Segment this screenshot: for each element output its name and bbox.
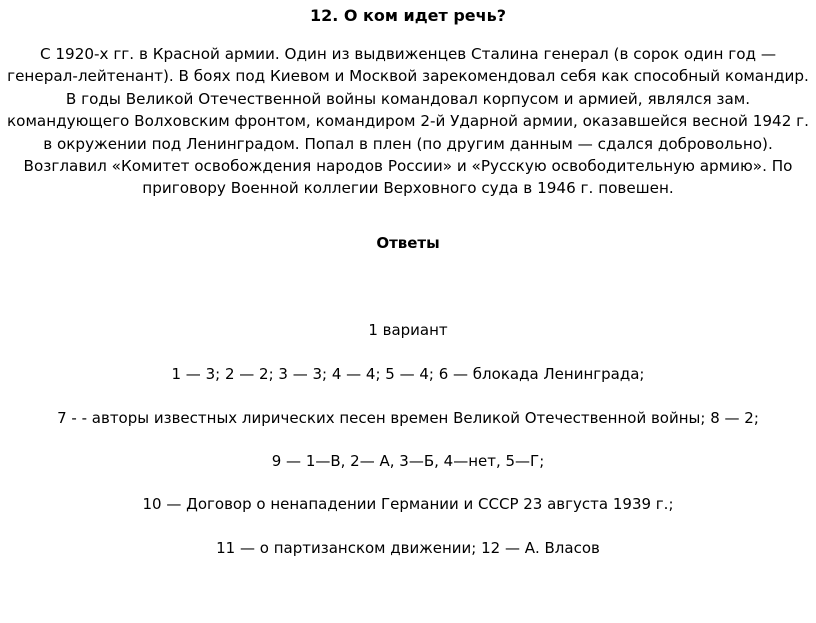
answer-line: 1 — 3; 2 — 2; 3 — 3; 4 — 4; 5 — 4; 6 — блокада Ленинграда; <box>171 365 645 383</box>
question-text: С 1920-х гг. в Красной армии. Один из выдвиженцев Сталина генерал (в сорок один год — генерал-лейтенант). В боях под Киевом и Москвой зарекомендовал себя как способный командир. В годы Великой Отечественной войны командовал корпусом и армией, являлся зам. командующего Волховским фронтом, командиром 2-й Ударной армии, оказавшейся весной 1942 г. в окружении под Ленинградом. Попал в плен (по другим данным — сдался добровольно). Возглавил «Комитет освобождения народов России» и «Русскую освободительную армию». По приговору Военной коллегии Верховного суда в 1946 г. повешен. <box>6 45 809 198</box>
answers-heading: Ответы <box>376 234 440 252</box>
answer-line: 11 — о партизанском движении; 12 — А. Власов <box>216 539 600 557</box>
answer-line: 7 - - авторы известных лирических песен времен Великой Отечественной войны; 8 — 2; <box>57 409 759 427</box>
answer-line: 9 — 1—В, 2— А, 3—Б, 4—нет, 5—Г; <box>271 452 545 470</box>
question-title: 12. О ком идет речь? <box>309 6 507 25</box>
answer-variant-label: 1 вариант <box>368 321 448 339</box>
answer-line: 10 — Договор о ненападении Германии и СССР 23 августа 1939 г.; <box>142 495 674 513</box>
